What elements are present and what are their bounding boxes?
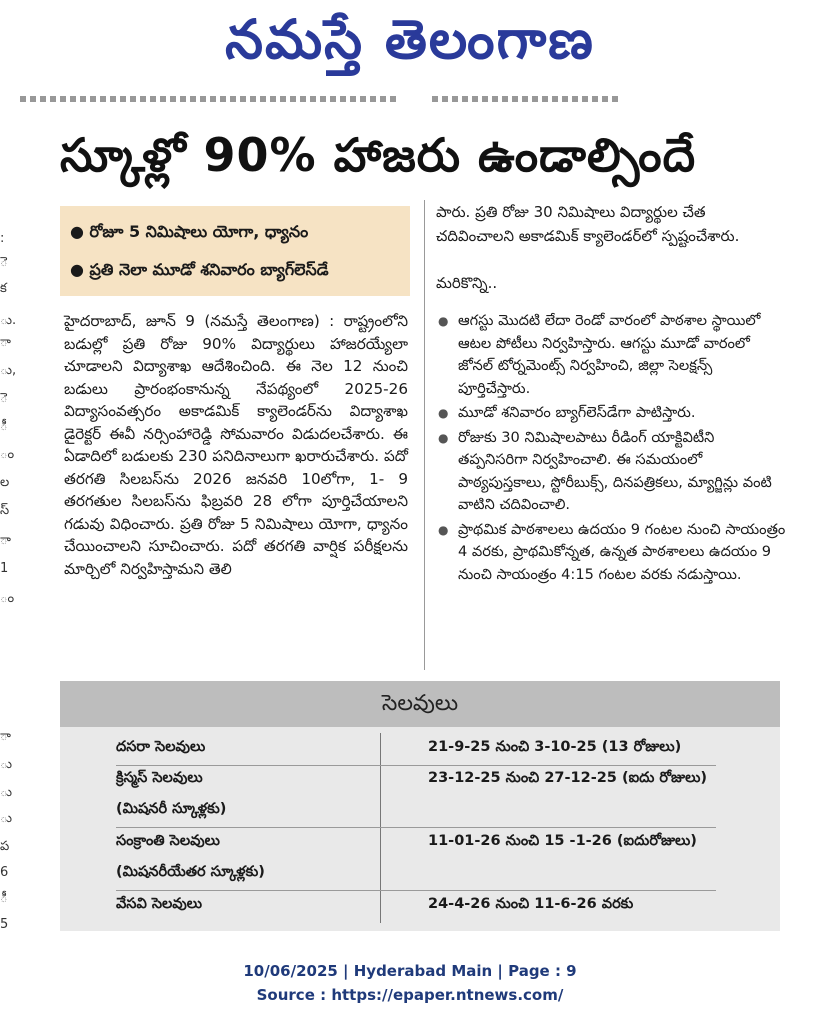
highlight-item: ● ప్రతి నెలా మూడో శనివారం బ్యాగ్‌లెస్‌డే [70, 260, 329, 279]
footer-dateline: 10/06/2025 | Hyderabad Main | Page : 9 [243, 962, 577, 980]
cut-off-text-line [432, 96, 618, 102]
holiday-dates: 24-4-26 నుంచి 11-6-26 వరకు [428, 896, 634, 912]
list-item: ● మూడో శనివారం బ్యాగ్‌లెస్‌డేగా పాటిస్తారు. [436, 402, 786, 425]
holiday-name: క్రిస్మస్ సెలవులు [116, 770, 203, 786]
footer-source: Source : https://epaper.ntnews.com/ [256, 986, 564, 1004]
holiday-name: (మిషనరీ స్కూళ్లకు) [116, 801, 227, 817]
headline: స్కూళ్లో 90% హాజరు ఉండాల్సిందే [60, 128, 697, 182]
holiday-name: వేసవి సెలవులు [116, 896, 203, 912]
highlights-box [60, 206, 410, 296]
row-rule [116, 890, 716, 891]
row-rule [116, 827, 716, 828]
list-item: ● రోజుకు 30 నిమిషాలపాటు రీడింగ్ యాక్టివిటీని తప్పనిసరిగా నిర్వహించాలి. ఈ సమయంలో పాఠ్యపుస్తకాలు, స్టోరీబుక్స్, దినపత్రికలు, మ్యాగ్జిన్లు వంటి వాటిని చదివించాలి. [436, 427, 786, 517]
holiday-name: దసరా సెలవులు [116, 739, 206, 755]
list-item: ● ప్రాథమిక పాఠశాలలు ఉదయం 9 గంటల నుంచి సాయంత్రం 4 వరకు, ప్రాథమికోన్నత, ఉన్నత పాఠశాలలు ఉదయం 9 నుంచి సాయంత్రం 4:15 గంటల వరకు నడుస్తాయి. [436, 519, 786, 587]
holidays-title: సెలవులు [60, 681, 780, 727]
holidays-table [60, 681, 780, 931]
masthead: నమస్తే తెలంగాణ [225, 8, 595, 71]
highlight-item: ● రోజూ 5 నిమిషాలు యోగా, ధ్యానం [70, 222, 309, 241]
article-body-left: హైదరాబాద్, జూన్ 9 (నమస్తే తెలంగాణ) : రాష్ట్రంలోని బడుల్లో ప్రతి రోజు 90% విద్యార్థులు హాజరయ్యేలా చూడాలని విద్యాశాఖ ఆదేశించింది. ఈ నెల 12 నుంచి బడులు ప్రారంభంకానున్న నేపథ్యంలో 2025-26 విద్యాసంవత్సరం అకాడమిక్ క్యాలెండర్‌ను విద్యాశాఖ డైరెక్టర్ ఈవీ నర్సింహారెడ్డి సోమవారం విడుదలచేశారు. ఈ ఏడాదిలో బడులకు 230 పనిదినాలుగా ఖరారుచేశారు. పదో తరగతి సిలబస్‌ను 2026 జనవరి 10లోగా, 1- 9 తరగతుల సిలబస్‌ను ఫిబ్రవరి 28 లోగా పూర్తిచేయాలని గడువు విధించారు. ప్రతి రోజు 5 నిమిషాలు యోగా, ధ్యానం చేయించాలని సూచించారు. పదో తరగతి వార్షిక పరీక్షలను మార్చిలో నిర్వహిస్తామని తెలి [64, 312, 408, 578]
holiday-name: సంక్రాంతి సెలవులు [116, 833, 220, 849]
list-item: ● ఆగస్టు మొదటి లేదా రెండో వారంలో పాఠశాల స్థాయిలో ఆటల పోటీలు నిర్వహిస్తారు. ఆగస్టు మూడో వారంలో జోనల్ టోర్నమెంట్స్ నిర్వహించి, జిల్లా సెలక్షన్స్ పూర్తిచేస్తారు. [436, 310, 786, 400]
row-rule [116, 765, 716, 766]
more-heading: మరికొన్ని.. [436, 274, 498, 292]
holiday-dates: 11-01-26 నుంచి 15 -1-26 (ఐదురోజులు) [428, 833, 697, 849]
article-body-right: పారు. ప్రతి రోజు 30 నిమిషాలు విద్యార్థుల చేత చదివించాలని అకాడమిక్ క్యాలెండర్‌లో స్పష్టంచేశారు. [436, 203, 740, 245]
column-rule [424, 200, 425, 670]
holiday-name: (మిషనరీయేతర స్కూళ్లకు) [116, 864, 265, 880]
holiday-dates: 23-12-25 నుంచి 27-12-25 (ఐదు రోజులు) [428, 770, 708, 786]
table-divider [380, 733, 381, 923]
more-list [436, 310, 786, 588]
holiday-dates: 21-9-25 నుంచి 3-10-25 (13 రోజులు) [428, 739, 682, 755]
cut-off-text-line [20, 96, 400, 102]
